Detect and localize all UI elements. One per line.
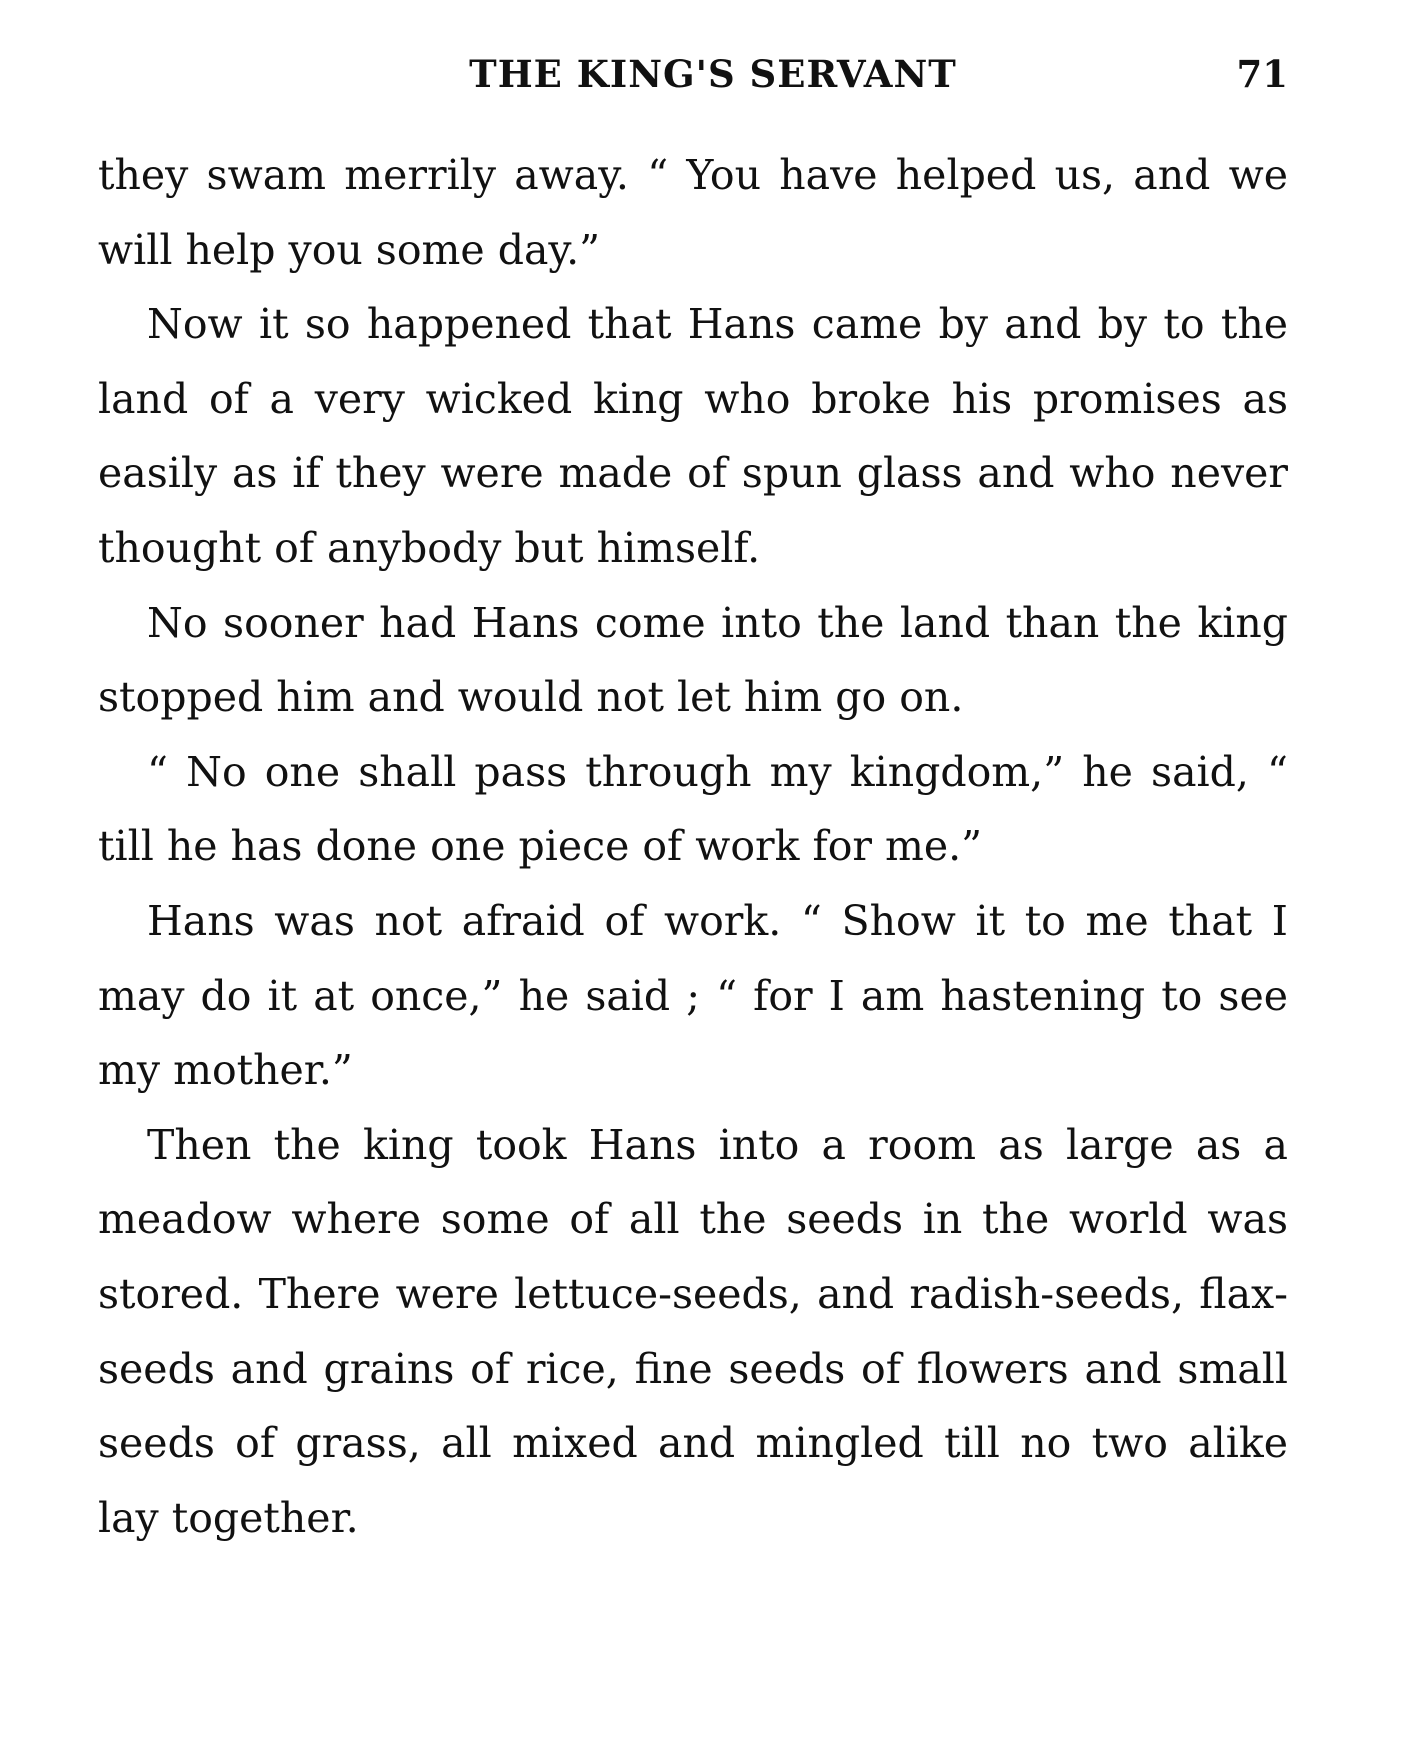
paragraph: they swam merrily away. “ You have helped us, and we will help you some day.” xyxy=(98,151,1288,274)
body-text xyxy=(98,138,1288,1555)
running-head xyxy=(98,52,1288,112)
paragraph: “ No one shall pass through my kingdom,” he said, “ till he has done one piece of work for me.” xyxy=(98,747,1288,871)
paragraph: Then the king took Hans into a room as large as a meadow where some of all the seeds in the world was stored. There were lettuce-seeds, and radish-seeds, flaxseeds and grains of rice, fine seeds of flowers and small seeds of grass, all mixed and mingled till no two alike lay together. xyxy=(98,1120,1288,1542)
paragraph: No sooner had Hans come into the land than the king stopped him and would not let him go on. xyxy=(98,598,1288,722)
paragraph: Hans was not afraid of work. “ Show it to me that I may do it at once,” he said ; “ for I am hastening to see my mother.” xyxy=(98,896,1288,1095)
paragraph: Now it so happened that Hans came by and by to the land of a very wicked king who broke his promises as easily as if they were made of spun glass and who never thought of anybody but himself. xyxy=(98,300,1288,572)
running-title: THE KING'S SERVANT xyxy=(469,52,957,96)
page-number: 71 xyxy=(1236,52,1288,96)
